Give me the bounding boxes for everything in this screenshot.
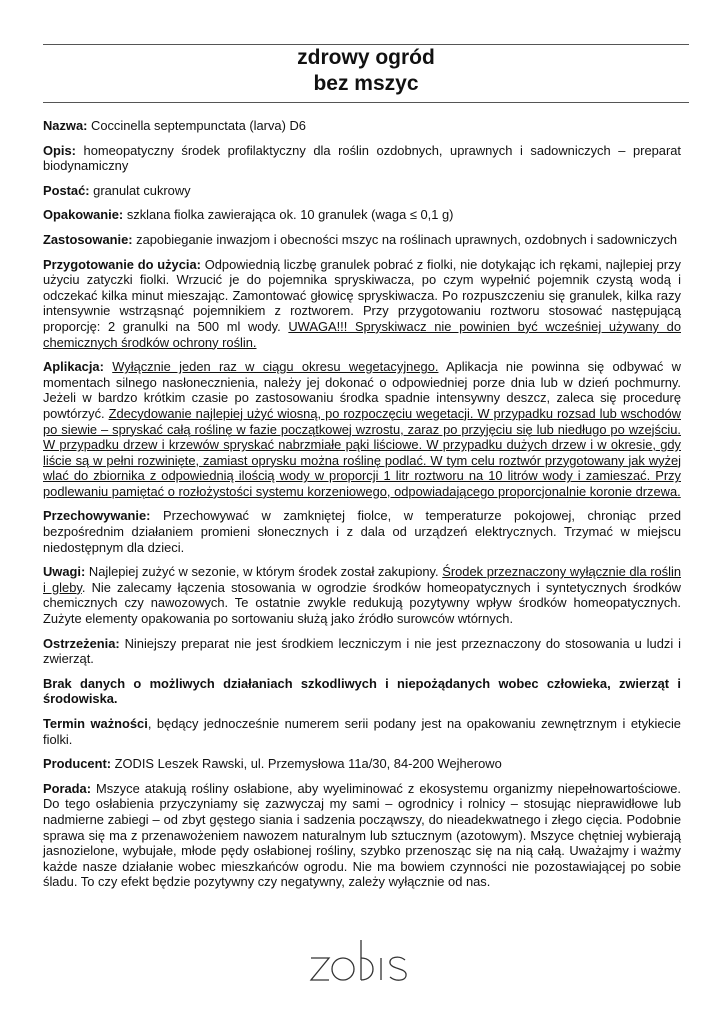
label-termin: Termin ważności (43, 716, 148, 731)
aplikacja-underlined-2: Zdecydowanie najlepiej użyć wiosną, po rozpoczęciu wegetacji. W przypadku rozsad lub wschodów po siewie – spryskać całą roślinę w fazie początkowej wzrostu, zaraz po przyjęciu się lub niedługo po wzejściu. W przypadku drzew i krzewów spryskać nabrzmiałe pąki liściowe. W przypadku dużych drzew i w okresie, gdy liście są w pełni rozwinięte, zamiast oprysku można roślinę podlać. W tym celu roztwór przygotowany jak wyżej wlać do zbiornika z odpowiednią ilością wody w proporcji 1 litr roztworu na 10 litrów wody i zamieszać. Przy podlewaniu pamiętać o rozłożystości systemu korzeniowego, odpowiadającego proporcjonalnie koronie drzewa. (43, 405, 681, 499)
label-opakowanie: Opakowanie: (43, 207, 124, 223)
label-przechowywanie: Przechowywanie: (43, 508, 151, 524)
section-przechowywanie (43, 508, 681, 555)
section-termin (43, 716, 681, 747)
label-uwagi: Uwagi: (43, 564, 86, 580)
label-porada: Porada: (43, 780, 91, 796)
section-brak-danych (43, 676, 681, 707)
text-uwagi-1: Najlepiej zużyć w sezonie, w którym środek został zakupiony. (85, 564, 443, 580)
text-producent: ZODIS Leszek Rawski, ul. Przemysłowa 11a/30, 84-200 Wejherowo (111, 756, 502, 772)
text-opis: homeopatyczny środek profilaktyczny dla roślin ozdobnych, uprawnych i sadowniczych – preparat biodynamiczny (43, 142, 681, 174)
page-title (43, 45, 689, 97)
section-uwagi (43, 564, 681, 626)
warning-przygotowanie: UWAGA!!! Spryskiwacz nie powinien być wcześniej używany do chemicznych środków ochrony roślin. (43, 318, 681, 350)
label-postac: Postać: (43, 182, 90, 198)
text-uwagi-2: . Nie zalecamy łączenia stosowania w ogrodzie środków homeopatycznych i syntetycznych środków chemicznych czy nawozowych. Te ostatnie zwykle redukują pozytywny wpływ środków homeopatycznych. Zużyte elementy opakowania po sortowaniu służą jako źródło surowców wtórnych. (43, 579, 681, 627)
label-przygotowanie: Przygotowanie do użycia: (43, 256, 201, 272)
document-body (43, 118, 681, 899)
section-postac (43, 183, 681, 199)
text-brak-danych: Brak danych o możliwych działaniach szkodliwych i niepożądanych wobec człowieka, zwierząt i środowiska. (43, 675, 681, 707)
title-line-2: bez mszyc (313, 72, 419, 95)
label-opis: Opis: (43, 142, 76, 158)
section-aplikacja (43, 359, 681, 499)
section-ostrzezenia (43, 636, 681, 667)
label-nazwa: Nazwa: (43, 118, 88, 133)
uwagi-underlined: Środek przeznaczony wyłącznie dla roślin i gleby (43, 564, 681, 595)
label-producent: Producent: (43, 756, 112, 772)
section-porada (43, 781, 681, 890)
text-przechowywanie: Przechowywać w zamkniętej fiolce, w temperaturze pokojowej, chroniąc przed bezpośrednim działaniem promieni słonecznych i z dala od urządzeń elektrycznych. Trzymać w miejscu niedostępnym dla dzieci. (43, 508, 681, 555)
aplikacja-underlined-1: Wyłącznie jeden raz w ciągu okresu wegetacyjnego. (112, 359, 439, 375)
section-nazwa (43, 118, 681, 134)
section-zastosowanie (43, 232, 681, 248)
section-opakowanie (43, 207, 681, 223)
title-line-1: zdrowy ogród (297, 46, 435, 69)
text-ostrzezenia: Niniejszy preparat nie jest środkiem leczniczym i nie jest przeznaczony do stosowania u ludzi i zwierząt. (43, 635, 681, 667)
label-aplikacja: Aplikacja: (43, 359, 104, 375)
text-nazwa: Coccinella septempunctata (larva) D6 (87, 118, 306, 133)
label-ostrzezenia: Ostrzeżenia: (43, 635, 120, 651)
section-opis (43, 143, 681, 174)
section-przygotowanie (43, 257, 681, 351)
text-termin: , będący jednocześnie numerem serii podany jest na opakowaniu zewnętrznym i etykiecie fiolki. (43, 716, 681, 747)
zodis-logo-icon (305, 936, 415, 986)
text-przygotowanie: Odpowiednią liczbę granulek pobrać z fiolki, nie dotykając ich rękami, najlepiej przy użyciu zatyczki fiolki. Wrzucić je do pojemnika spryskiwacza, po czym wypełnić pojemnik czystą wodą i odczekać kilka minut mieszając. Zamontować głowicę spryskiwacza. Po rozpuszczeniu się granulek, kilka razy intensywnie wstrząsnąć pojemnikiem z roztworem. Przy przygotowaniu roztworu stosować następującą proporcję: 2 granulki na 500 ml wody. (43, 256, 681, 334)
text-zastosowanie: zapobieganie inwazjom i obecności mszyc na roślinach uprawnych, ozdobnych i sadowniczych (132, 231, 678, 247)
text-aplikacja: Aplikacja nie powinna się odbywać w momentach silnego nasłonecznienia, należy jej dokonać o odpowiedniej porze dnia lub w dzień pochmurny. Jeżeli w bardzo krótkim czasie po zastosowaniu środka spadnie intensywny deszcz, zaleca się procedurę powtórzyć. (43, 359, 681, 421)
text-porada: Mszyce atakują rośliny osłabione, aby wyeliminować z ekosystemu organizmy niepełnowartościowe. Do tego osłabienia przyczyniamy się zazwyczaj my sami – ogrodnicy i rolnicy – stosując nieprawidłowe lub nadmierne zabiegi – od zbyt gęstego siania i sadzenia począwszy, do nieadekwatnego i złego cięcia. Podobnie sprawa się ma z przenawożeniem nawozem naturalnym lub sztucznym (azotowym). Mszyce chętniej wybierają jasnozielone, wybujałe, młode pędy osłabionej rośliny, szybko przenosząc się na nią całą. Uważajmy i ważmy każde nasze działanie wobec mieszkańców ogrodu. Nie ma bowiem czynności nie pozostawiającej po sobie śladu. To czy efekt będzie pozytywny czy negatywny, zależy wyłącznie od nas. (43, 780, 681, 890)
text-postac: granulat cukrowy (89, 182, 191, 198)
section-producent (43, 756, 681, 772)
label-zastosowanie: Zastosowanie: (43, 231, 133, 247)
bottom-divider (43, 102, 689, 103)
text-opakowanie: szklana fiolka zawierająca ok. 10 granulek (waga ≤ 0,1 g) (123, 207, 454, 223)
